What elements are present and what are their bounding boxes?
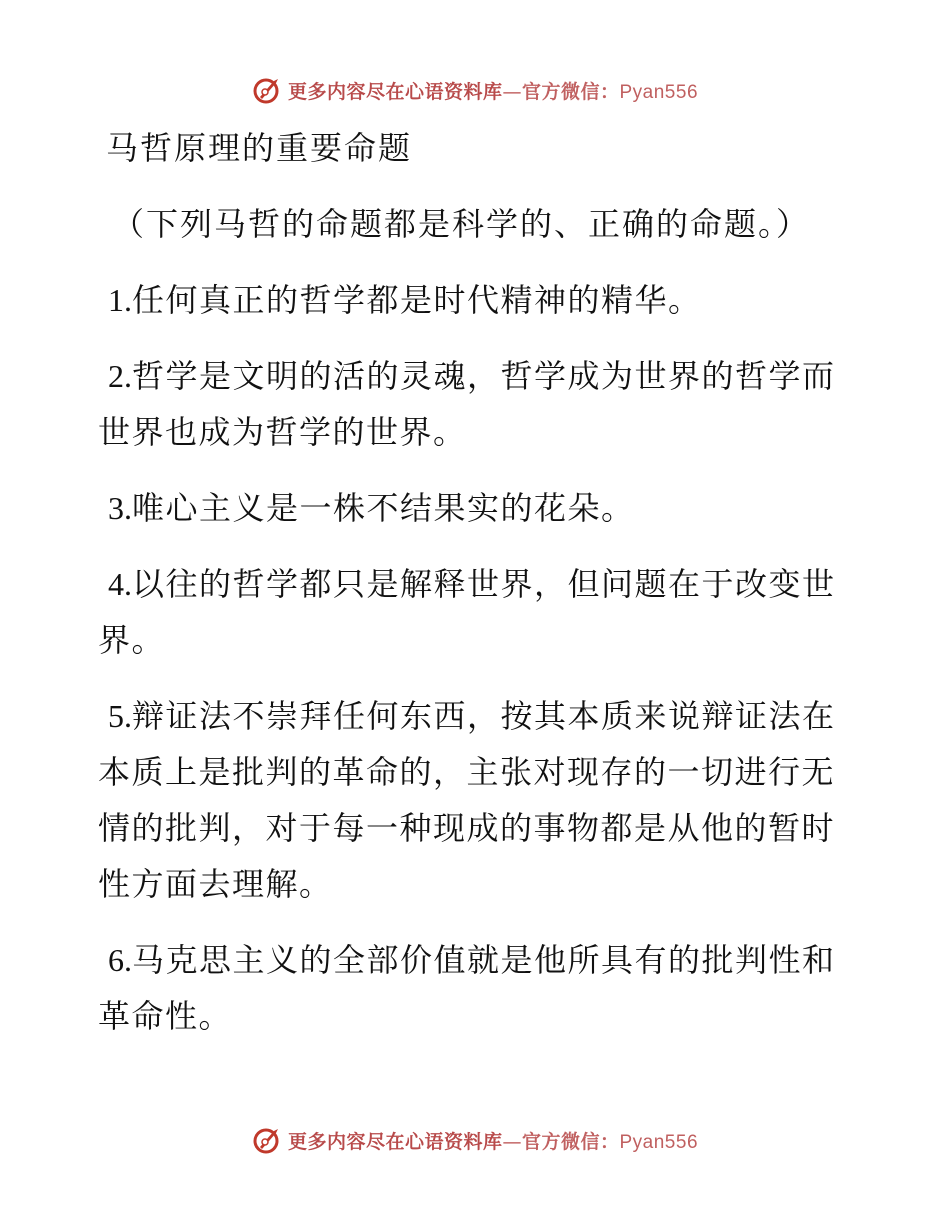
item-number: 2. bbox=[108, 358, 132, 394]
list-item bbox=[98, 688, 858, 912]
item-number: 6. bbox=[108, 942, 132, 978]
document-body bbox=[98, 120, 858, 1044]
list-item bbox=[98, 348, 858, 460]
list-item bbox=[98, 480, 858, 536]
banner-wechat-id: Pyan556 bbox=[619, 81, 699, 103]
banner-text bbox=[288, 77, 698, 104]
item-text: 辩证法不崇拜任何东西，按其本质来说辩证法在本质上是批判的革命的，主张对现存的一切进行无情的批判，对于每一种现成的事物都是从他的暂时性方面去理解。 bbox=[98, 697, 836, 903]
item-number: 5. bbox=[108, 698, 132, 734]
item-text: 任何真正的哲学都是时代精神的精华。 bbox=[132, 281, 702, 319]
banner-dash: — bbox=[502, 80, 522, 103]
banner-tail-text: 官方微信： bbox=[521, 1130, 620, 1153]
banner-text bbox=[288, 1127, 698, 1154]
item-text: 以往的哲学都只是解释世界，但问题在于改变世界。 bbox=[98, 565, 836, 659]
banner-main-text: 更多内容尽在心语资料库 bbox=[287, 1130, 503, 1153]
footer-banner bbox=[0, 1120, 950, 1160]
item-number: 4. bbox=[108, 566, 132, 602]
header-banner bbox=[0, 70, 950, 110]
item-number: 3. bbox=[108, 490, 132, 526]
pen-logo-icon bbox=[252, 75, 282, 105]
list-item bbox=[98, 272, 858, 328]
banner-wechat-id: Pyan556 bbox=[619, 1131, 699, 1153]
banner-dash: — bbox=[502, 1130, 522, 1153]
document-title: 马哲原理的重要命题 bbox=[106, 129, 413, 167]
document-note: （下列马哲的命题都是科学的、正确的命题。） bbox=[112, 205, 811, 243]
item-text: 哲学是文明的活的灵魂，哲学成为世界的哲学而世界也成为哲学的世界。 bbox=[98, 357, 836, 451]
item-text: 马克思主义的全部价值就是他所具有的批判性和革命性。 bbox=[98, 941, 836, 1035]
banner-tail-text: 官方微信： bbox=[521, 80, 620, 103]
pen-logo-icon bbox=[252, 1125, 282, 1155]
banner-main-text: 更多内容尽在心语资料库 bbox=[287, 80, 503, 103]
item-text: 唯心主义是一株不结果实的花朵。 bbox=[132, 489, 635, 527]
list-item bbox=[98, 556, 858, 668]
item-number: 1. bbox=[108, 282, 132, 318]
list-item bbox=[98, 932, 858, 1044]
